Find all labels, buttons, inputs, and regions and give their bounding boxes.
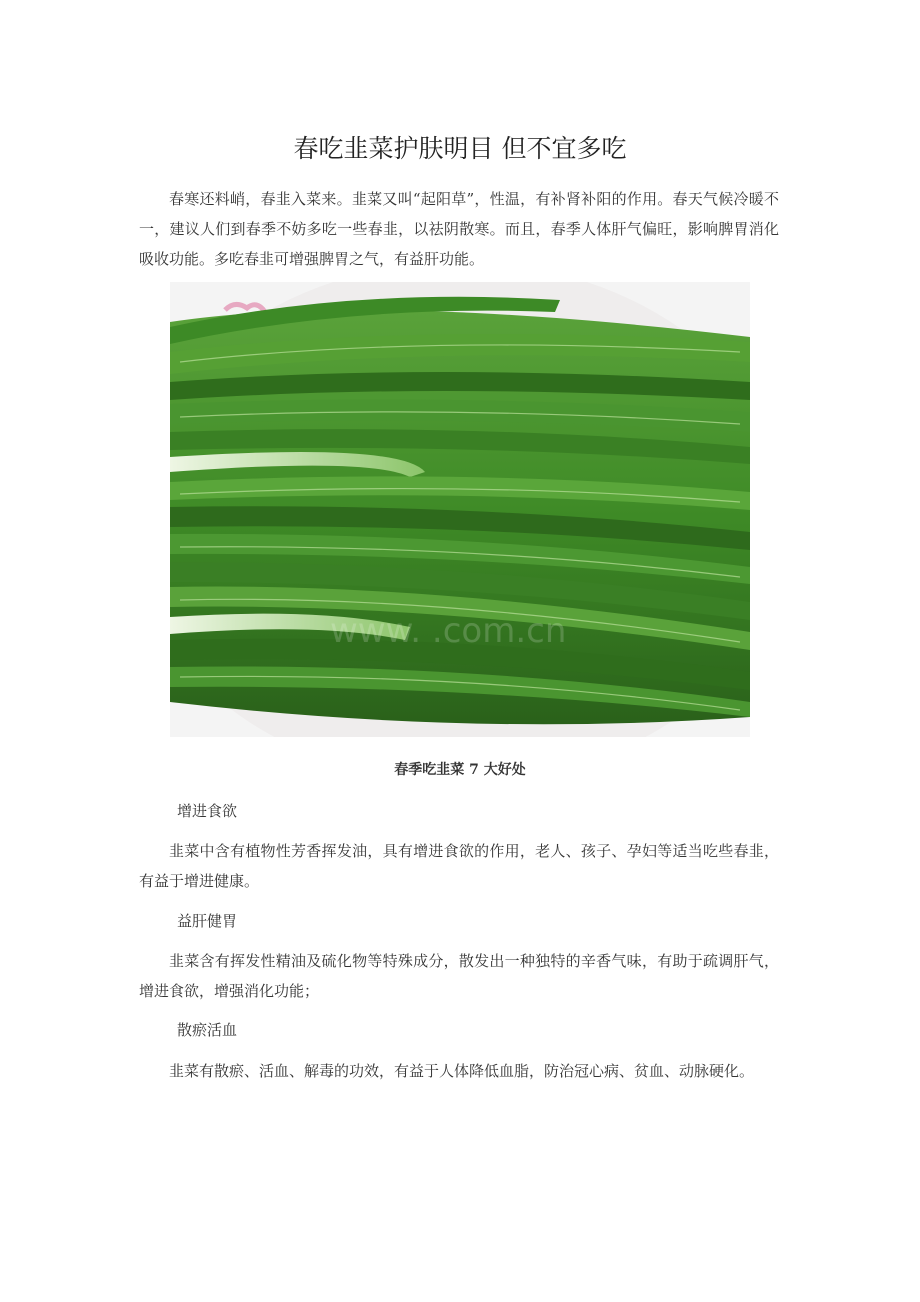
section-heading-blood: 散瘀活血 [177,1021,238,1039]
section-body-appetite: 韭菜中含有植物性芳香挥发油，具有增进食欲的作用，老人、孩子、孕妇等适当吃些春韭，有益于增进健康。 [139,842,779,890]
figure-caption: 春季吃韭菜 7 大好处 [394,762,526,778]
section-heading-appetite: 增进食欲 [177,802,238,820]
section-body-liver: 韭菜含有挥发性精油及硫化物等特殊成分，散发出一种独特的辛香气味，有助于疏调肝气，增进食欲，增强消化功能； [139,952,779,1000]
article-title: 春吃韭菜护肤明目 但不宜多吃 [293,134,627,163]
section-body-blood: 韭菜有散瘀、活血、解毒的功效，有益于人体降低血脂，防治冠心病、贫血、动脉硬化。 [169,1062,755,1080]
chives-illustration [170,282,750,737]
intro-paragraph: 春寒还料峭，春韭入菜来。韭菜又叫“起阳草”，性温，有补肾补阳的作用。春天气候冷暖不一，建议人们到春季不妨多吃一些春韭，以祛阴散寒。而且，春季人体肝气偏旺，影响脾胃消化吸收功能。多吃春韭可增强脾胃之气，有益肝功能。 [139,190,779,268]
chives-photo [170,282,750,737]
photo-watermark: www. .com.cn [330,611,567,651]
section-heading-liver: 益肝健胃 [177,912,238,930]
